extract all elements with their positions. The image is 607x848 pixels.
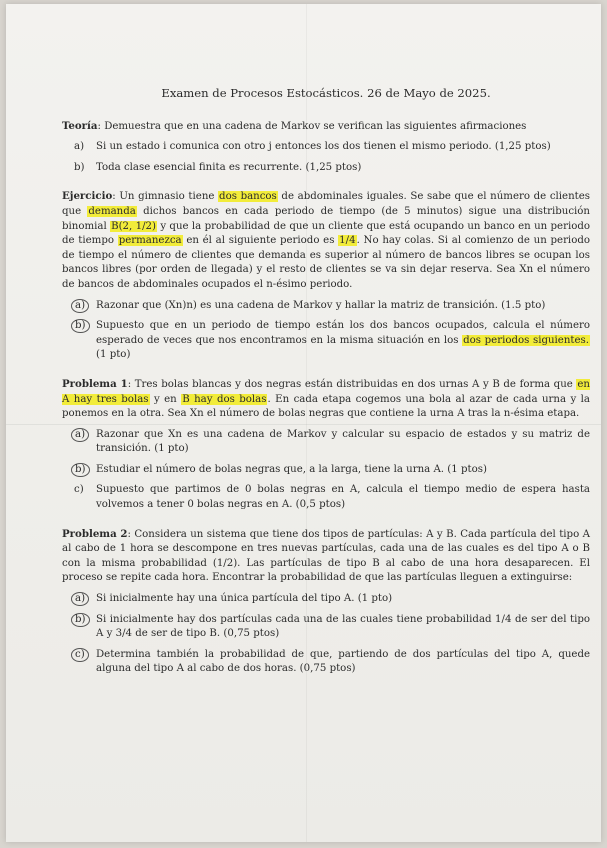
problema2-item <box>74 648 590 677</box>
item-text: Si un estado i comunica con otro j entonces los dos tienen el mismo periodo. (1,25 ptos) <box>96 141 551 153</box>
item-text: Razonar que Xn es una cadena de Markov y calcular su espacio de estados y su matriz de transición. (1 pto) <box>96 428 590 455</box>
teoria-heading: Teoría <box>62 119 98 132</box>
problema2-section <box>62 527 590 677</box>
item-text: Si inicialmente hay dos partículas cada una de las cuales tiene probabilidad 1/4 de ser del tipo A y 3/4 de ser de tipo B. (0,75 ptos) <box>96 613 590 640</box>
exam-date: 26 de Mayo de 2025. <box>367 86 491 100</box>
item-text: Si inicialmente hay una única partícula del tipo A. (1 pto) <box>96 593 393 605</box>
problema1-text: y en <box>149 393 182 405</box>
item-text: Determina también la probabilidad de que, partiendo de dos partículas del tipo A, quede alguna del tipo A al cabo de dos horas. (0,75 ptos) <box>96 648 590 675</box>
exam-content <box>62 86 590 691</box>
teoria-item <box>74 140 590 155</box>
item-text-part: Supuesto que en un periodo de tiempo están los dos bancos ocupados, calcula el número esperado de veces que nos encontramos en la misma situación en los <box>96 320 590 346</box>
ejercicio-heading: Ejercicio <box>62 190 113 203</box>
highlight: B(2, 1/2) <box>111 220 156 232</box>
problema1-text: . En cada etapa cogemos una bola al azar de cada urna y la ponemos en la otra. Sea Xn el número de bolas negras que contiene la urna A tras la n-ésima etapa. <box>62 393 590 420</box>
circled-label: c) <box>71 648 89 662</box>
item-text: Estudiar el número de bolas negras que, a la larga, tiene la urna A. (1 ptos) <box>96 463 487 475</box>
teoria-intro: : Demuestra que en una cadena de Markov se verifican las siguientes afirmaciones <box>97 120 527 132</box>
item-label: a) <box>74 141 85 153</box>
item-label: b) <box>74 161 85 173</box>
item-text <box>96 319 590 363</box>
item-text: Razonar que (Xn)n) es una cadena de Markov y hallar la matriz de transición. (1.5 pto) <box>96 299 546 311</box>
problema1-item <box>74 428 590 457</box>
problema1-section <box>62 377 590 513</box>
item-label: c) <box>74 484 84 496</box>
highlight: 1/4 <box>339 235 356 247</box>
highlight: dos periodos siguientes. <box>463 334 589 346</box>
circled-label: b) <box>71 613 90 627</box>
ejercicio-item <box>74 299 590 314</box>
problema2-item <box>74 592 590 607</box>
circled-label: a) <box>71 428 89 442</box>
exam-sheet <box>6 4 601 842</box>
highlight: en A hay tres bolas <box>62 378 590 405</box>
problema1-text: : Tres bolas blancas y dos negras están distribuidas en dos urnas A y B de forma que <box>127 378 577 390</box>
item-label <box>74 592 96 607</box>
teoria-item <box>74 161 590 176</box>
item-text: Toda clase esencial finita es recurrente. (1,25 ptos) <box>96 161 362 173</box>
circled-label: a) <box>71 299 89 313</box>
circled-label: b) <box>71 463 90 477</box>
item-label <box>74 648 96 677</box>
item-label <box>74 428 96 457</box>
ejercicio-text: en él al siguiente periodo es <box>182 235 339 247</box>
problema2-intro: : Considera un sistema que tiene dos tipos de partículas: A y B. Cada partícula del tipo A al cabo de 1 hora se descompone en tres nuevas partículas, cada una de las cuales es del tipo A o B con la misma probabilidad (1/2). Las partículas de tipo B al cabo de una hora desaparecen. El proceso se repite cada hora. Encontrar la probabilidad de que las partículas lleguen a extinguirse: <box>62 528 590 584</box>
highlight: B hay dos bolas <box>182 393 267 405</box>
problema1-item <box>74 463 590 478</box>
ejercicio-text: dichos bancos en cada periodo de tiempo (de 5 minutos) sigue una distribución binomial <box>62 205 590 232</box>
circled-label: a) <box>71 592 89 606</box>
item-label <box>74 299 96 314</box>
highlight: permanezca <box>118 235 182 247</box>
item-text: Supuesto que partimos de 0 bolas negras en A, calcula el tiempo medio de espera hasta volvemos a tener 0 bolas negras en A. (0,5 ptos) <box>96 484 590 511</box>
item-label <box>74 613 96 642</box>
item-label <box>74 463 96 478</box>
highlight: demanda <box>88 205 136 217</box>
problema1-item <box>74 483 590 512</box>
ejercicio-text: . No hay colas. Si al comienzo de un periodo de tiempo el número de clientes que demanda es superior al número de bancos libres se ocupan los bancos libres (por orden de llegada) y el resto de clientes se va sin dejar reserva. Sea Xn el número de bancos de abdominales ocupados el n-ésimo periodo. <box>62 235 590 290</box>
problema2-heading: Problema 2 <box>62 527 128 540</box>
ejercicio-section <box>62 189 590 363</box>
ejercicio-item <box>74 319 590 363</box>
ejercicio-text: : Un gimnasio tiene <box>112 191 219 203</box>
ejercicio-text: y que la probabilidad de que un cliente que está ocupando un banco en un periodo de tiempo <box>62 220 591 247</box>
highlight: dos bancos <box>219 191 277 203</box>
item-label <box>74 319 96 363</box>
exam-title-main: Examen de Procesos Estocásticos. <box>161 86 364 100</box>
problema2-item <box>74 613 590 642</box>
problema1-heading: Problema 1 <box>62 377 128 390</box>
item-text-part: (1 pto) <box>96 349 131 361</box>
teoria-section <box>62 119 590 176</box>
exam-title <box>62 86 590 101</box>
ejercicio-text: de abdominales iguales. Se sabe que el número de clientes que <box>62 191 590 217</box>
circled-label: b) <box>71 319 90 333</box>
